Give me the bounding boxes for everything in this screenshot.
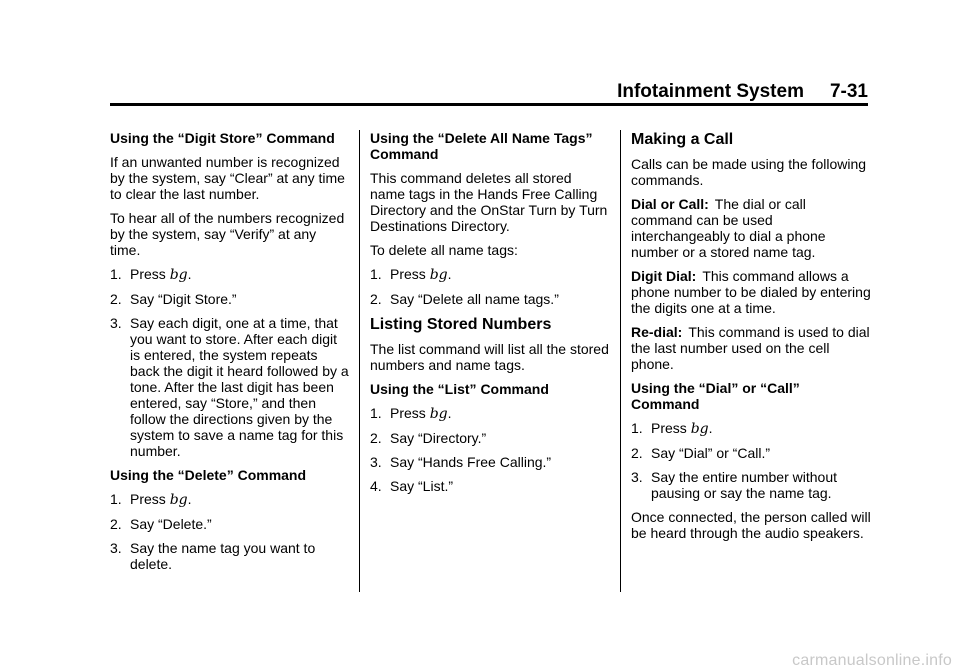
step-number: 2. [110, 291, 122, 307]
step-item [110, 266, 350, 283]
heading-delete-all: Using the “Delete All Name Tags” Command [370, 130, 593, 162]
paragraph: To hear all of the numbers recognized by the system, say “Verify” at any time. [110, 210, 345, 258]
column-divider-1 [359, 130, 360, 592]
step-text: Say the entire number without pausing or say the name tag. [651, 469, 837, 501]
phone-button-icon: b [690, 421, 700, 437]
step-text-end: . [447, 266, 452, 282]
paragraph: If an unwanted number is recognized by the system, say “Clear” at any time to clear the last number. [110, 154, 345, 202]
step-text-lead: Press [130, 266, 170, 282]
voice-button-icon: g [438, 267, 448, 283]
step-text [130, 491, 350, 508]
step-text-end: . [708, 420, 713, 436]
step-number: 1. [370, 405, 382, 421]
voice-button-icon: g [178, 267, 188, 283]
step-number: 4. [370, 478, 382, 494]
watermark: carmanualsonline.info [792, 652, 952, 669]
step-number: 3. [370, 454, 382, 470]
definition-dial [631, 196, 871, 260]
definition-text: The dial or call command can be used interchangeably to dial a phone number or a stored name tag. [631, 196, 826, 260]
step-item [370, 266, 610, 283]
section-title: Infotainment System [617, 81, 804, 102]
step-text-lead: Press [651, 420, 691, 436]
phone-button-icon: b [169, 492, 179, 508]
step-number: 2. [110, 516, 122, 532]
paragraph: Calls can be made using the following commands. [631, 156, 867, 188]
paragraph: This command deletes all stored name tags in the Hands Free Calling Directory and the OnStar Turn by Turn Destinations Directory. [370, 170, 608, 234]
paragraph: Once connected, the person called will be heard through the audio speakers. [631, 509, 871, 541]
step-number: 1. [110, 491, 122, 507]
step-item [110, 540, 350, 572]
step-item [631, 445, 871, 461]
step-number: 3. [110, 315, 122, 331]
definition-redial [631, 324, 871, 372]
step-item [370, 430, 610, 446]
step-number: 2. [631, 445, 643, 461]
definition-text: This command is used to dial the last number used on the cell phone. [631, 324, 870, 372]
step-item [110, 491, 350, 508]
step-number: 3. [631, 469, 643, 485]
paragraph: To delete all name tags: [370, 242, 518, 258]
heading-making-a-call: Making a Call [631, 131, 734, 148]
step-text-lead: Press [390, 405, 430, 421]
step-number: 2. [370, 291, 382, 307]
step-number: 3. [110, 540, 122, 556]
step-item [370, 454, 610, 470]
voice-button-icon: g [178, 492, 188, 508]
definition-term: Dial or Call: [631, 196, 709, 212]
page-header [110, 79, 868, 105]
step-item [370, 478, 610, 494]
column-3 [631, 130, 871, 549]
heading-list-command: Using the “List” Command [370, 381, 549, 397]
step-text: Say “List.” [390, 478, 454, 494]
step-text-end: . [187, 266, 192, 282]
step-text [130, 266, 350, 283]
step-text: Say “Digit Store.” [130, 291, 237, 307]
step-text [390, 405, 610, 422]
step-text-lead: Press [390, 266, 430, 282]
header-rule [110, 103, 868, 106]
definition-digit-dial [631, 268, 871, 316]
voice-button-icon: g [438, 406, 448, 422]
step-item [110, 516, 350, 532]
heading-delete: Using the “Delete” Command [110, 467, 307, 483]
step-text: Say each digit, one at a time, that you want to store. After each digit is entered, the system repeats back the digit it heard followed by a tone. After the last digit has been entered, say “Store,” and then follow the directions given by the system to save a name tag for this number. [130, 315, 349, 459]
column-1 [110, 130, 350, 580]
step-number: 1. [370, 266, 382, 282]
phone-button-icon: b [169, 267, 179, 283]
definition-text: This command allows a phone number to be dialed by entering the digits one at a time. [631, 268, 871, 316]
step-text-end: . [447, 405, 452, 421]
step-text [390, 266, 610, 283]
step-text-end: . [187, 491, 192, 507]
page-number: 7-31 [829, 81, 868, 102]
step-text-lead: Press [130, 491, 170, 507]
paragraph: The list command will list all the stored numbers and name tags. [370, 341, 609, 373]
step-item [631, 469, 871, 501]
step-text: Say “Dial” or “Call.” [651, 445, 771, 461]
step-number: 2. [370, 430, 382, 446]
step-item [370, 291, 610, 307]
definition-term: Digit Dial: [631, 268, 697, 284]
voice-button-icon: g [699, 421, 709, 437]
heading-listing-stored-numbers: Listing Stored Numbers [370, 316, 552, 333]
phone-button-icon: b [429, 267, 439, 283]
definition-term: Re-dial: [631, 324, 683, 340]
step-text: Say the name tag you want to delete. [130, 540, 316, 572]
phone-button-icon: b [429, 406, 439, 422]
step-text: Say “Directory.” [390, 430, 487, 446]
step-text: Say “Hands Free Calling.” [390, 454, 552, 470]
step-item [110, 291, 350, 307]
heading-dial-command: Using the “Dial” or “Call” Command [631, 380, 800, 412]
step-item [370, 405, 610, 422]
step-item [110, 315, 350, 459]
step-number: 1. [110, 266, 122, 282]
step-item [631, 420, 871, 437]
column-divider-2 [620, 130, 621, 592]
heading-digit-store: Using the “Digit Store” Command [110, 130, 335, 146]
step-text: Say “Delete.” [130, 516, 212, 532]
column-2 [370, 130, 610, 502]
step-text: Say “Delete all name tags.” [390, 291, 559, 307]
step-text [651, 420, 871, 437]
step-number: 1. [631, 420, 643, 436]
